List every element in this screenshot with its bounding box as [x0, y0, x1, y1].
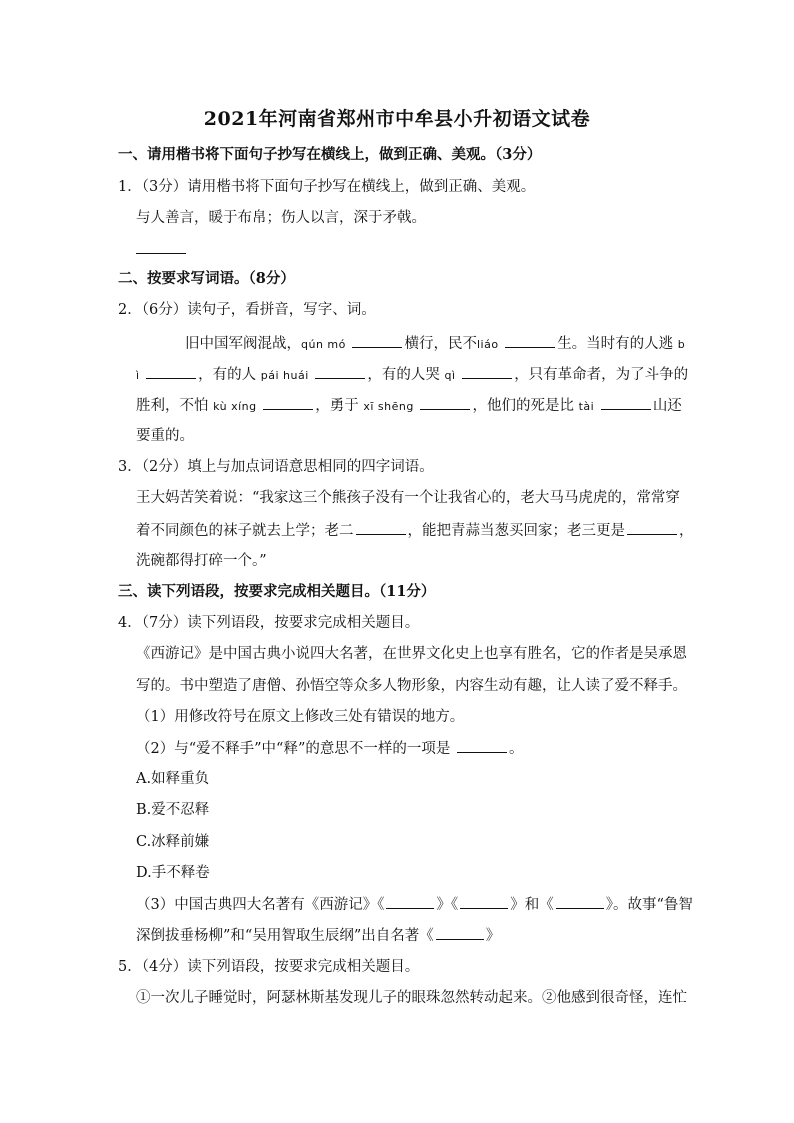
answer-blank[interactable] — [462, 364, 512, 379]
text: ，他们的死是比 — [472, 398, 574, 414]
text: ，只有革命者，为了斗争的 — [514, 367, 689, 383]
question-3-line-2 — [136, 520, 706, 541]
answer-blank[interactable] — [505, 333, 555, 348]
option-d[interactable]: D.手不释卷 — [136, 865, 210, 881]
question-3-line-3: 洗碗都得打碎一个。” — [136, 553, 267, 569]
text: 》《 — [436, 897, 459, 913]
question-4-sub-3-line-2 — [136, 925, 706, 946]
text: ， — [679, 523, 694, 539]
question-4-passage-line-2: 写的。书中塑造了唐僧、孙悟空等众多人物形象，内容生动有趣，让人读了爱不释手。 — [136, 678, 687, 694]
exam-title: 2021年河南省郑州市中牟县小升初语文试卷 — [203, 108, 591, 130]
text: 》。故事“鲁智 — [605, 897, 693, 913]
answer-blank[interactable] — [386, 894, 434, 909]
text: 胜利，不怕 — [136, 398, 209, 414]
question-4-passage-line-1: 《西游记》是中国古典小说四大名著，在世界文化史上也享有胜名，它的作者是吴承恩 — [136, 646, 687, 662]
answer-blank[interactable] — [352, 333, 402, 348]
question-5-stem: 5．（4分）读下列语段，按要求完成相关题目。 — [118, 959, 420, 975]
text: 深倒拔垂杨柳”和“吴用智取生辰纲”出自名著《 — [136, 928, 434, 944]
text: 山还 — [652, 398, 682, 414]
section-1-heading: 一、请用楷书将下面句子抄写在横线上，做到正确、美观。（3分） — [118, 146, 542, 163]
question-1-sentence: 与人善言，暖于布帛；伤人以言，深于矛戟。 — [136, 210, 426, 226]
answer-blank[interactable] — [457, 738, 507, 753]
question-3-line-1: 王大妈苦笑着说：“我家这三个熊孩子没有一个让我省心的，老大马马虎虎的，常常穿 — [136, 490, 680, 506]
answer-blank[interactable] — [356, 520, 406, 535]
text: 。 — [508, 741, 524, 757]
pinyin: b — [677, 338, 686, 351]
text: 生。当时有的人逃 — [557, 336, 674, 352]
pinyin: kù xíng — [213, 400, 257, 413]
text: ，有的人哭 — [367, 367, 440, 383]
pinyin: xī shēng — [363, 400, 414, 413]
question-2-stem: 2．（6分）读句子，看拼音，写字、词。 — [118, 302, 376, 318]
text: 旧中国军阀混战， — [185, 336, 301, 352]
question-4-sub-2 — [136, 738, 706, 759]
question-4-stem: 4．（7分）读下列语段，按要求完成相关题目。 — [118, 615, 420, 631]
question-4-sub-3-line-1 — [136, 894, 706, 915]
question-3-stem: 3．（2分）填上与加点词语意思相同的四字词语。 — [118, 459, 434, 475]
option-c[interactable]: C.冰释前嫌 — [136, 834, 210, 850]
text: 》和《 — [510, 897, 554, 913]
answer-blank[interactable] — [420, 395, 470, 410]
pinyin: tài — [578, 400, 595, 413]
option-b[interactable]: B.爱不忍释 — [136, 802, 210, 818]
answer-line[interactable] — [136, 252, 186, 254]
section-2-heading: 二、按要求写词语。（8分） — [118, 270, 295, 287]
question-2-line-2 — [136, 364, 706, 386]
text: 》 — [485, 928, 501, 944]
pinyin: liáo — [476, 338, 499, 351]
question-2-line-3 — [136, 395, 706, 417]
text: ，能把青蒜当葱买回家；老三更是 — [407, 523, 625, 539]
text: 横行，民不 — [404, 336, 477, 352]
answer-blank[interactable] — [263, 395, 313, 410]
pinyin: ì — [136, 369, 140, 382]
answer-blank[interactable] — [460, 894, 508, 909]
text: （3）中国古典四大名著有《西游记》《 — [136, 897, 385, 913]
answer-blank[interactable] — [627, 520, 677, 535]
question-1-stem: 1．（3分）请用楷书将下面句子抄写在横线上，做到正确、美观。 — [118, 179, 536, 195]
question-5-passage-line-1: ①一次儿子睡觉时，阿瑟林斯基发现儿子的眼珠忽然转动起来。②他感到很奇怪，连忙 — [136, 990, 687, 1006]
answer-blank[interactable] — [556, 894, 604, 909]
section-3-heading: 三、读下列语段，按要求完成相关题目。（11分） — [118, 583, 436, 600]
text: ，勇于 — [315, 398, 359, 414]
answer-blank[interactable] — [436, 925, 484, 940]
pinyin: qún mó — [301, 338, 346, 351]
answer-blank[interactable] — [601, 395, 651, 410]
pinyin: qì — [444, 369, 456, 382]
question-2-line-1 — [185, 333, 755, 355]
text: 着不同颜色的袜子就去上学；老二 — [136, 523, 354, 539]
text: （2）与“爱不释手”中“释”的意思不一样的一项是 — [136, 741, 451, 757]
pinyin: pái huái — [260, 369, 309, 382]
question-2-line-4: 要重的。 — [136, 428, 194, 444]
option-a[interactable]: A.如释重负 — [136, 771, 210, 787]
answer-blank[interactable] — [146, 364, 196, 379]
answer-blank[interactable] — [315, 364, 365, 379]
question-4-sub-1: （1）用修改符号在原文上修改三处有错误的地方。 — [136, 709, 465, 725]
text: ，有的人 — [198, 367, 257, 383]
